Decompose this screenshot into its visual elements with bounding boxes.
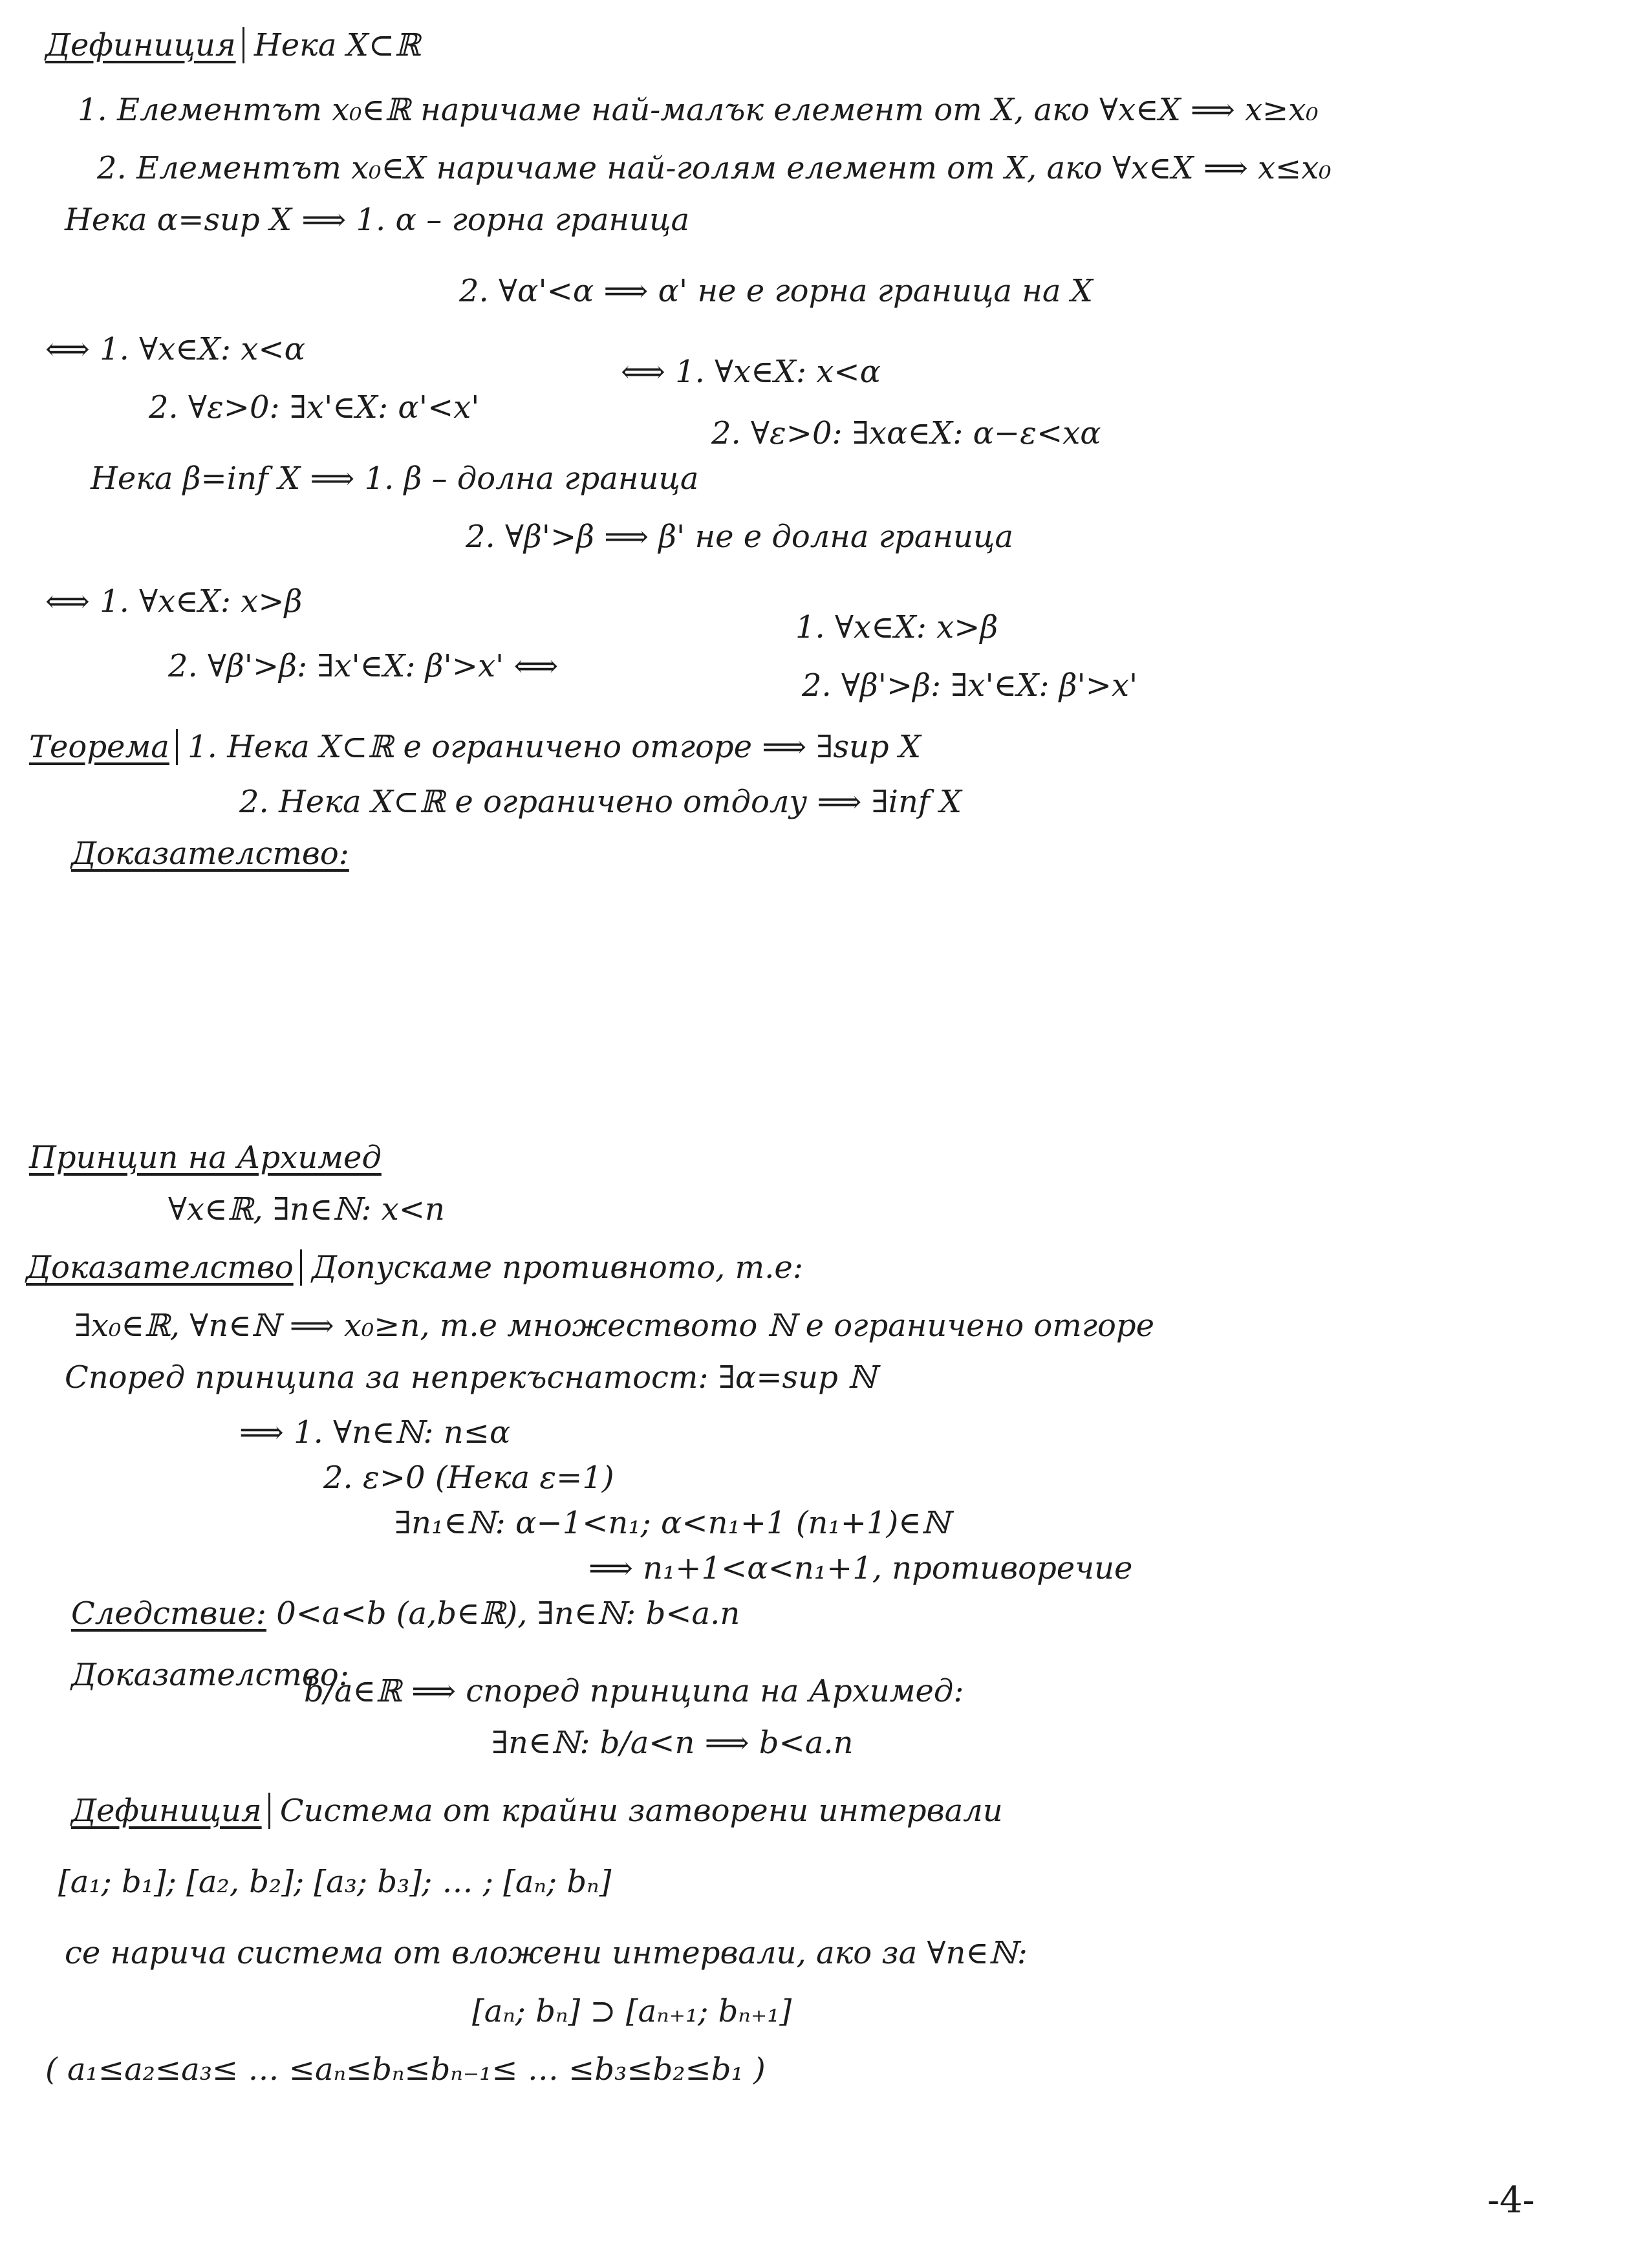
theorem-heading bbox=[29, 728, 921, 766]
archimedes-line-5: ∃n₁∈ℕ: α−1<n₁; α<n₁+1 (n₁+1)∈ℕ bbox=[394, 1505, 950, 1541]
corollary-proof-heading: Доказателство: bbox=[71, 1657, 349, 1693]
line-sup-equiv-alt-1: ⟺ 1. ∀x∈X: x<α bbox=[621, 354, 881, 390]
definition-title: Дефиниция bbox=[45, 27, 244, 63]
nested-def-subject: Система от крайни затворени интервали bbox=[279, 1793, 1003, 1829]
archimedes-line-3: ⟹ 1. ∀n∈ℕ: n≤α bbox=[239, 1414, 511, 1451]
corollary-title: Следствие: bbox=[71, 1595, 266, 1632]
proof-heading: Доказателство: bbox=[71, 836, 349, 872]
corollary-heading bbox=[71, 1594, 740, 1633]
nested-def-heading bbox=[71, 1791, 1003, 1830]
archimedes-line-4: 2. ε>0 (Нека ε=1) bbox=[323, 1460, 614, 1496]
line-sup-equiv-1: ⟺ 1. ∀x∈X: x<α bbox=[45, 331, 305, 367]
line-inf-equiv-alt-1: 1. ∀x∈X: x>β bbox=[795, 609, 998, 645]
theorem-item-1: 1. Нека X⊂ℝ е ограничено отгоре ⟹ ∃sup X bbox=[188, 729, 921, 765]
nested-intervals-list: [a₁; b₁]; [a₂, b₂]; [a₃; b₃]; … ; [aₙ; bₙ] bbox=[58, 1864, 612, 1900]
line-inf-def: Нека β=inf X ⟹ 1. β – долна граница bbox=[91, 460, 699, 497]
archimedes-line-2: Според принципа за непрекъснатост: ∃α=sup ℕ bbox=[65, 1359, 876, 1396]
nested-def-title: Дефиниция bbox=[71, 1793, 270, 1829]
theorem-item-2: 2. Нека X⊂ℝ е ограничено отдолу ⟹ ∃inf X bbox=[239, 784, 962, 820]
nested-def-chain: ( a₁≤a₂≤a₃≤ … ≤aₙ≤bₙ≤bₙ₋₁≤ … ≤b₃≤b₂≤b₁ ) bbox=[45, 2051, 766, 2088]
nested-def-inclusion: [aₙ; bₙ] ⊃ [aₙ₊₁; bₙ₊₁] bbox=[472, 1993, 792, 2029]
line-sup-def-2: 2. ∀α'<α ⟹ α' не е горна граница на X bbox=[459, 273, 1093, 309]
definition-subject: Нека X⊂ℝ bbox=[253, 27, 420, 63]
archimedes-line-1: ∃x₀∈ℝ, ∀n∈ℕ ⟹ x₀≥n, т.е множеството ℕ е ограничено отгоре bbox=[74, 1308, 1155, 1344]
archimedes-proof-heading bbox=[26, 1248, 803, 1287]
archimedes-statement: ∀x∈ℝ, ∃n∈ℕ: x<n bbox=[168, 1191, 445, 1227]
nested-def-line: се нарича система от вложени интервали, ако за ∀n∈ℕ: bbox=[65, 1935, 1028, 1971]
archimedes-proof-title: Доказателство bbox=[26, 1249, 302, 1286]
corollary-line-2: ∃n∈ℕ: b/a<n ⟹ b<a.n bbox=[491, 1725, 854, 1761]
line-inf-def-2: 2. ∀β'>β ⟹ β' не е долна граница bbox=[466, 519, 1014, 555]
archimedes-proof-start: Допускаме противното, т.е: bbox=[311, 1249, 803, 1286]
line-inf-equiv-2: 2. ∀β'>β: ∃x'∈X: β'>x' ⟺ bbox=[168, 648, 559, 684]
archimedes-title: Принцип на Архимед bbox=[29, 1139, 382, 1176]
corollary-line-1: b/a∈ℝ ⟹ според принципа на Архимед: bbox=[304, 1673, 964, 1709]
line-min-element: 1. Елементът x₀∈ℝ наричаме най-малък елемент от X, ако ∀x∈X ⟹ x≥x₀ bbox=[78, 92, 1319, 128]
corollary-statement: 0<a<b (a,b∈ℝ), ∃n∈ℕ: b<a.n bbox=[276, 1595, 740, 1632]
archimedes-line-6: ⟹ n₁+1<α<n₁+1, противоречие bbox=[588, 1550, 1133, 1586]
line-inf-equiv-1: ⟺ 1. ∀x∈X: x>β bbox=[45, 583, 303, 620]
line-max-element: 2. Елементът x₀∈X наричаме най-голям елемент от X, ако ∀x∈X ⟹ x≤x₀ bbox=[97, 150, 1331, 186]
line-sup-def: Нека α=sup X ⟹ 1. α – горна граница bbox=[65, 202, 690, 238]
theorem-title: Теорема bbox=[29, 729, 178, 765]
line-inf-equiv-alt-2: 2. ∀β'>β: ∃x'∈X: β'>x' bbox=[802, 667, 1138, 704]
line-sup-equiv-alt-2: 2. ∀ε>0: ∃xα∈X: α−ε<xα bbox=[711, 415, 1101, 451]
page-number: -4- bbox=[1487, 2179, 1535, 2221]
line-sup-equiv-2: 2. ∀ε>0: ∃x'∈X: α'<x' bbox=[149, 389, 480, 426]
definition-heading bbox=[45, 26, 420, 65]
